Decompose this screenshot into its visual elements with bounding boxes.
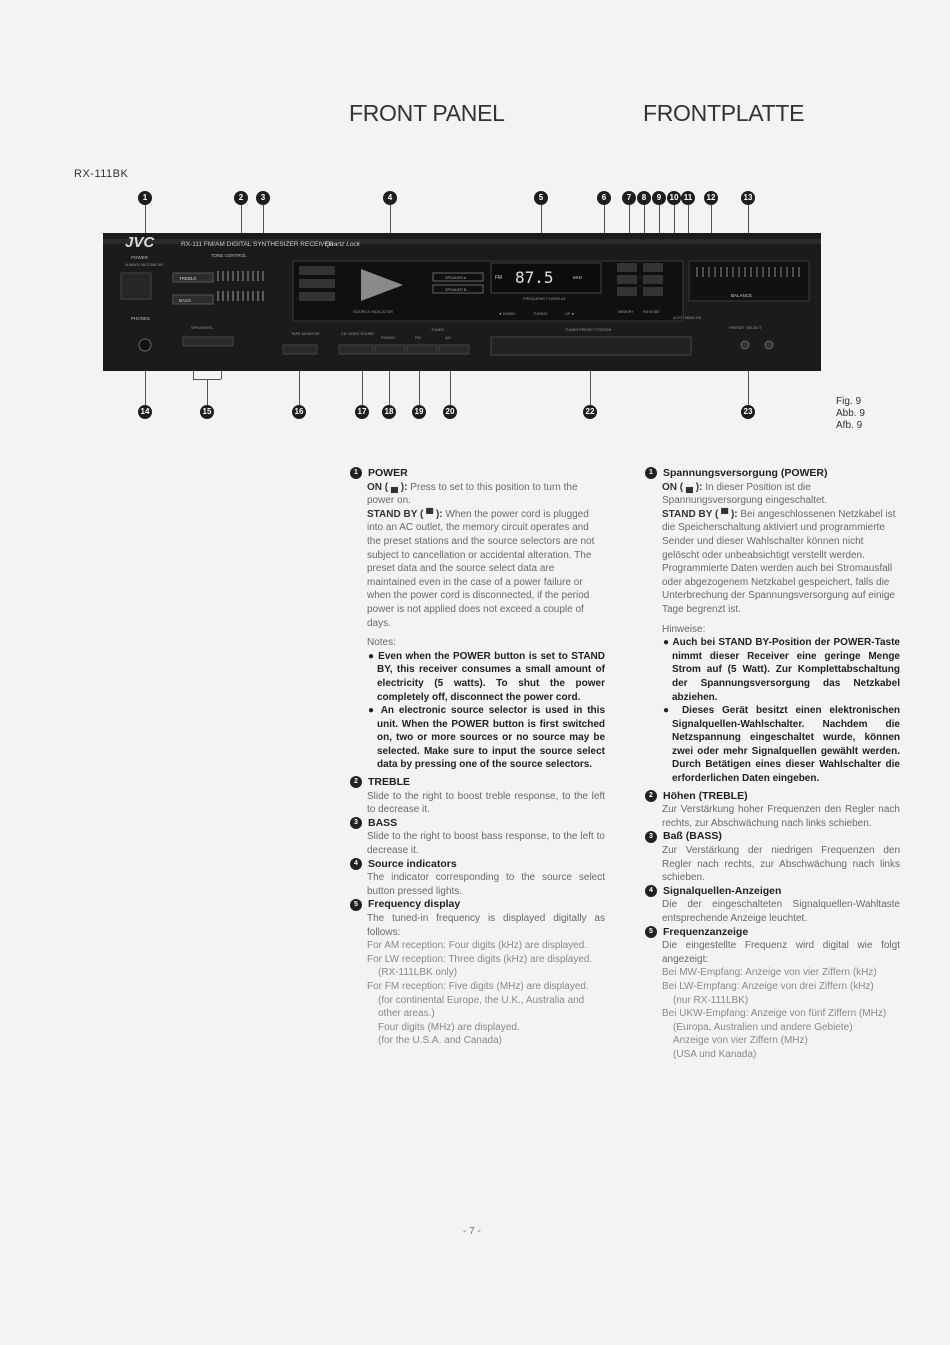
- power-button: [121, 273, 151, 299]
- callout: 16: [292, 405, 306, 419]
- svg-text:TREBLE: TREBLE: [179, 276, 197, 281]
- callout: 12: [704, 191, 718, 205]
- svg-text:FREQUENCY DISPLAY: FREQUENCY DISPLAY: [523, 296, 566, 301]
- callout: 4: [383, 191, 397, 205]
- section-heading: 4 Source indicators: [350, 858, 605, 872]
- callout: 7: [622, 191, 636, 205]
- section-heading: 2 Höhen (TREBLE): [645, 790, 900, 804]
- section-heading: 5 Frequency display: [350, 898, 605, 912]
- svg-text:PRESET SELECT: PRESET SELECT: [729, 325, 762, 330]
- svg-text:TUNING: TUNING: [533, 312, 548, 316]
- phones-jack: [139, 339, 151, 351]
- section-heading: 1 Spannungsversorgung (POWER): [645, 467, 900, 481]
- section-heading: 1 POWER: [350, 467, 605, 481]
- callout: 19: [412, 405, 426, 419]
- svg-text:ALWAYS ON STAND BY: ALWAYS ON STAND BY: [125, 263, 164, 267]
- svg-text:AUTO / MONO ON: AUTO / MONO ON: [673, 316, 701, 320]
- svg-text:FM MODE: FM MODE: [643, 310, 660, 314]
- svg-text:FM: FM: [415, 336, 421, 340]
- section-heading: 3 Baß (BASS): [645, 830, 900, 844]
- receiver-front-panel: [103, 233, 821, 371]
- svg-text:SPEAKER B: SPEAKER B: [445, 288, 467, 292]
- section-heading: 4 Signalquellen-Anzeigen: [645, 885, 900, 899]
- english-column: 1 POWER ON ( ▄ ): Press to set to this position to turn the power on. STAND BY ( ▀ ): When the power cord is plugged into an AC outlet, the memory circuit operates and the preset stations and the source selectors are not subject to cancellation or accidental alteration. The preset data and the source select data are maintained even in the case of a power failure or when the power cord is disconnected, if the period power is not applied does not exceed a couple of days. Notes: ● Even when the POWER button is set to STAND BY, this receiver consumes a small amount of electricity (5 watts). To shut the power completely off, disconnect the power cord. ● An electronic source selector is used in this unit. When the POWER button is first switched on, two or more sources or no source may be selected. Make sure to input the source select data by pressing one of the source selectors. 2 TREBLE Slide to the right to boost treble response, to the left to decrease it. 3 BASS Slide to the right to boost bass response, to the left to decrease it. 4 Source indicators The indicator corresponding to the source select button pressed lights. 5 Frequency display The tuned-in frequency is displayed digitally as follows: For AM reception: Four digits (kHz) are displayed. For LW reception: Three digits (kHz) are displayed. (RX-111LBK only) For FM reception: Five digits (MHz) are displayed. (for continental Europe, the U.K., Australia and other areas.) Four digits (MHz) are displayed. (for the U.S.A. and Canada): [350, 467, 605, 1048]
- german-column: 1 Spannungsversorgung (POWER) ON ( ▄ ): In dieser Position ist die Spannungsversorgung eingeschaltet. STAND BY ( ▀ ): Bei angeschlossenen Netzkabel ist die Speicherschaltung aktiviert und programmierte Sender und dieser Wahlschalter können nicht gelöscht oder unbeabsichtigt verstellt werden. Programmierte Daten werden auch bei Stromausfall oder abgezogenem Netzkabel gespeichert, falls die Unterbrechung der Spannungsversorgung auf einige Tage begrenzt ist. Hinweise: ● Auch bei STAND BY-Position der POWER-Taste nimmt dieser Receiver eine geringe Menge Strom auf (5 Watt). Zur Komplettabschaltung der Spannungsversorgung das Netzkabel abziehen. ● Dieses Gerät besitzt einen elektronischen Signalquellen-Wahlschalter. Nachdem die Netzspannung eingeschaltet wurde, können zwei oder mehr Signalquellen gewählt werden. Durch Betätigen eines dieser Wahlschalter die erforderlichen Daten eingeben. 2 Höhen (TREBLE) Zur Verstärkung hoher Frequenzen den Regler nach rechts, zur Abschwächung nach links schieben. 3 Baß (BASS) Zur Verstärkung der niedrigen Frequenzen den Regler nach rechts, zur Abschwächung nach links schieben. 4 Signalquellen-Anzeigen Die der eingeschalteten Signalquellen-Wahltaste entsprechende Anzeige leuchtet. 5 Frequenzanzeige Die eingestellte Frequenz wird digital wie folgt angezeigt: Bei MW-Empfang: Anzeige von vier Ziffern (kHz) Bei LW-Empfang: Anzeige von drei Ziffern (kHz) (nur RX-111LBK) Bei UKW-Empfang: Anzeige von fünf Ziffern (MHz) (Europa, Australien und andere Gebiete) Anzeige von vier Ziffern (MHz) (USA und Kanada): [645, 467, 900, 1062]
- panel-model-text: RX-111 FM/AM DIGITAL SYNTHESIZER RECEIVER: [181, 241, 334, 248]
- svg-text:TUNER PRESET STATION: TUNER PRESET STATION: [565, 328, 612, 332]
- svg-text:TAPE MONITOR: TAPE MONITOR: [291, 332, 320, 336]
- callout: 17: [355, 405, 369, 419]
- svg-text:MEMORY: MEMORY: [618, 310, 634, 314]
- callout: 14: [138, 405, 152, 419]
- callout: 2: [234, 191, 248, 205]
- callout: 9: [652, 191, 666, 205]
- svg-text:FM: FM: [495, 275, 503, 281]
- svg-text:SPEAKER A: SPEAKER A: [445, 276, 467, 280]
- callout: 1: [138, 191, 152, 205]
- callout: 3: [256, 191, 270, 205]
- callout: 15: [200, 405, 214, 419]
- svg-text:AM: AM: [445, 336, 451, 340]
- svg-text:MHz: MHz: [573, 275, 583, 280]
- callout: 20: [443, 405, 457, 419]
- callout: 5: [534, 191, 548, 205]
- svg-text:SPEAKERS: SPEAKERS: [191, 325, 213, 330]
- quartz-lock-logo: Quartz Lock: [325, 241, 361, 248]
- svg-text:◄ DOWN: ◄ DOWN: [498, 312, 515, 316]
- page-title-en: FRONT PANEL: [349, 100, 505, 126]
- page-number: - 7 -: [463, 1226, 481, 1237]
- svg-text:PHONES: PHONES: [131, 316, 151, 321]
- callout: 23: [741, 405, 755, 419]
- figure-caption: Fig. 9 Abb. 9 Afb. 9: [836, 396, 865, 431]
- svg-text:POWER: POWER: [131, 255, 149, 260]
- svg-text:UP ►: UP ►: [565, 312, 576, 316]
- svg-text:TONE CONTROL: TONE CONTROL: [211, 253, 247, 258]
- section-heading: 5 Frequenzanzeige: [645, 926, 900, 940]
- section-heading: 3 BASS: [350, 817, 605, 831]
- callout: 13: [741, 191, 755, 205]
- section-heading: 2 TREBLE: [350, 776, 605, 790]
- callout: 10: [667, 191, 681, 205]
- callout: 8: [637, 191, 651, 205]
- svg-text:SOURCE INDICATOR: SOURCE INDICATOR: [353, 309, 393, 314]
- brand-logo: JVC: [125, 234, 155, 251]
- callout: 11: [681, 191, 695, 205]
- frequency-readout: 87.5: [515, 268, 554, 287]
- callout: 6: [597, 191, 611, 205]
- svg-text:CD VIDEO SOUND: CD VIDEO SOUND: [341, 332, 375, 336]
- page-title-de: FRONTPLATTE: [643, 100, 805, 126]
- callout: 18: [382, 405, 396, 419]
- callout: 22: [583, 405, 597, 419]
- svg-text:TUNER: TUNER: [431, 328, 445, 332]
- model-label: RX-111BK: [74, 168, 129, 180]
- svg-text:BASS: BASS: [179, 298, 192, 303]
- svg-text:PHONO: PHONO: [381, 336, 395, 340]
- svg-text:BALANCE: BALANCE: [731, 293, 753, 298]
